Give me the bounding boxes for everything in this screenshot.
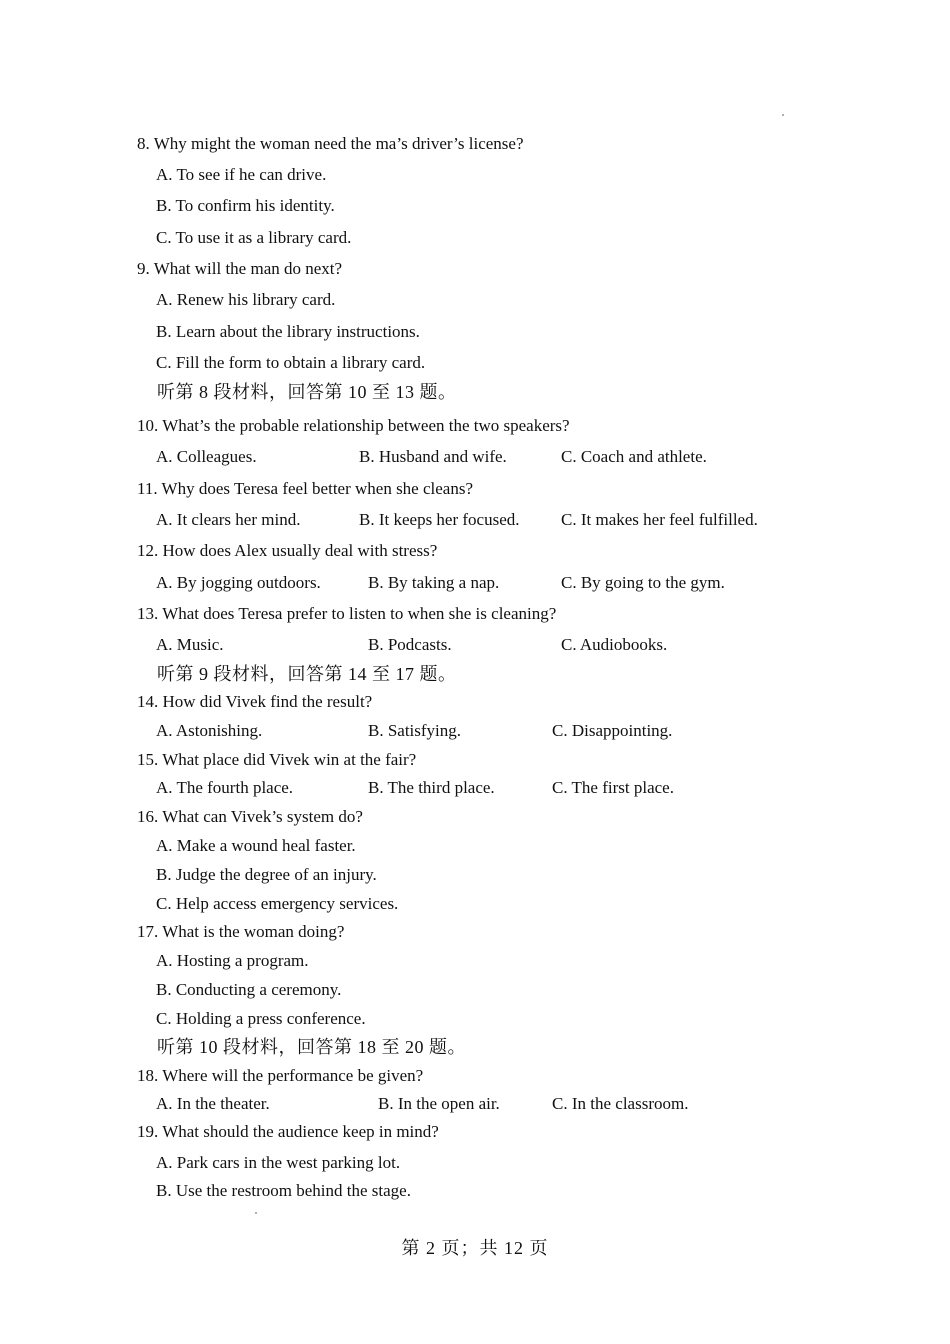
option-14a: A. Astonishing. bbox=[156, 721, 263, 740]
section-8-heading: 听第 8 段材料，回答第 10 至 13 题。 bbox=[157, 382, 457, 402]
section-9-heading: 听第 9 段材料，回答第 14 至 17 题。 bbox=[157, 664, 457, 684]
option-8a: A. To see if he can drive. bbox=[156, 165, 327, 184]
option-14b: B. Satisfying. bbox=[368, 721, 462, 740]
option-14c: C. Disappointing. bbox=[552, 721, 673, 740]
option-16a: A. Make a wound heal faster. bbox=[156, 836, 356, 855]
question-15: 15. What place did Vivek win at the fair? bbox=[137, 750, 417, 769]
question-14: 14. How did Vivek find the result? bbox=[137, 692, 373, 711]
question-16: 16. What can Vivek’s system do? bbox=[137, 807, 363, 826]
option-12b: B. By taking a nap. bbox=[368, 573, 500, 592]
option-10b: B. Husband and wife. bbox=[359, 447, 507, 466]
option-11b: B. It keeps her focused. bbox=[359, 510, 520, 529]
option-15c: C. The first place. bbox=[552, 778, 674, 797]
question-17: 17. What is the woman doing? bbox=[137, 922, 345, 941]
option-18b: B. In the open air. bbox=[378, 1094, 500, 1113]
option-10a: A. Colleagues. bbox=[156, 447, 257, 466]
question-11: 11. Why does Teresa feel better when she cleans? bbox=[137, 479, 473, 498]
option-17c: C. Holding a press conference. bbox=[156, 1009, 366, 1028]
question-12: 12. How does Alex usually deal with stress? bbox=[137, 541, 438, 560]
option-9b: B. Learn about the library instructions. bbox=[156, 322, 420, 341]
question-19: 19. What should the audience keep in mind? bbox=[137, 1122, 439, 1141]
option-15b: B. The third place. bbox=[368, 778, 495, 797]
scan-speck bbox=[782, 114, 784, 116]
option-8c: C. To use it as a library card. bbox=[156, 228, 352, 247]
option-17a: A. Hosting a program. bbox=[156, 951, 309, 970]
question-13: 13. What does Teresa prefer to listen to when she is cleaning? bbox=[137, 604, 557, 623]
option-19a: A. Park cars in the west parking lot. bbox=[156, 1153, 401, 1172]
scan-speck bbox=[255, 1212, 257, 1214]
question-18: 18. Where will the performance be given? bbox=[137, 1066, 424, 1085]
option-9a: A. Renew his library card. bbox=[156, 290, 336, 309]
option-17b: B. Conducting a ceremony. bbox=[156, 980, 342, 999]
question-10: 10. What’s the probable relationship between the two speakers? bbox=[137, 416, 570, 435]
question-9: 9. What will the man do next? bbox=[137, 259, 343, 278]
option-11c: C. It makes her feel fulfilled. bbox=[561, 510, 758, 529]
option-10c: C. Coach and athlete. bbox=[561, 447, 707, 466]
option-13b: B. Podcasts. bbox=[368, 635, 452, 654]
option-15a: A. The fourth place. bbox=[156, 778, 294, 797]
question-8: 8. Why might the woman need the ma’s driver’s license? bbox=[137, 134, 524, 153]
option-12c: C. By going to the gym. bbox=[561, 573, 725, 592]
page-footer: 第 2 页；共 12 页 bbox=[401, 1238, 549, 1258]
option-9c: C. Fill the form to obtain a library card. bbox=[156, 353, 426, 372]
option-16c: C. Help access emergency services. bbox=[156, 894, 399, 913]
option-19b: B. Use the restroom behind the stage. bbox=[156, 1181, 411, 1200]
option-13a: A. Music. bbox=[156, 635, 224, 654]
option-18a: A. In the theater. bbox=[156, 1094, 270, 1113]
section-10-heading: 听第 10 段材料，回答第 18 至 20 题。 bbox=[157, 1037, 466, 1057]
option-11a: A. It clears her mind. bbox=[156, 510, 301, 529]
option-16b: B. Judge the degree of an injury. bbox=[156, 865, 377, 884]
option-8b: B. To confirm his identity. bbox=[156, 196, 335, 215]
option-18c: C. In the classroom. bbox=[552, 1094, 689, 1113]
option-12a: A. By jogging outdoors. bbox=[156, 573, 321, 592]
option-13c: C. Audiobooks. bbox=[561, 635, 668, 654]
